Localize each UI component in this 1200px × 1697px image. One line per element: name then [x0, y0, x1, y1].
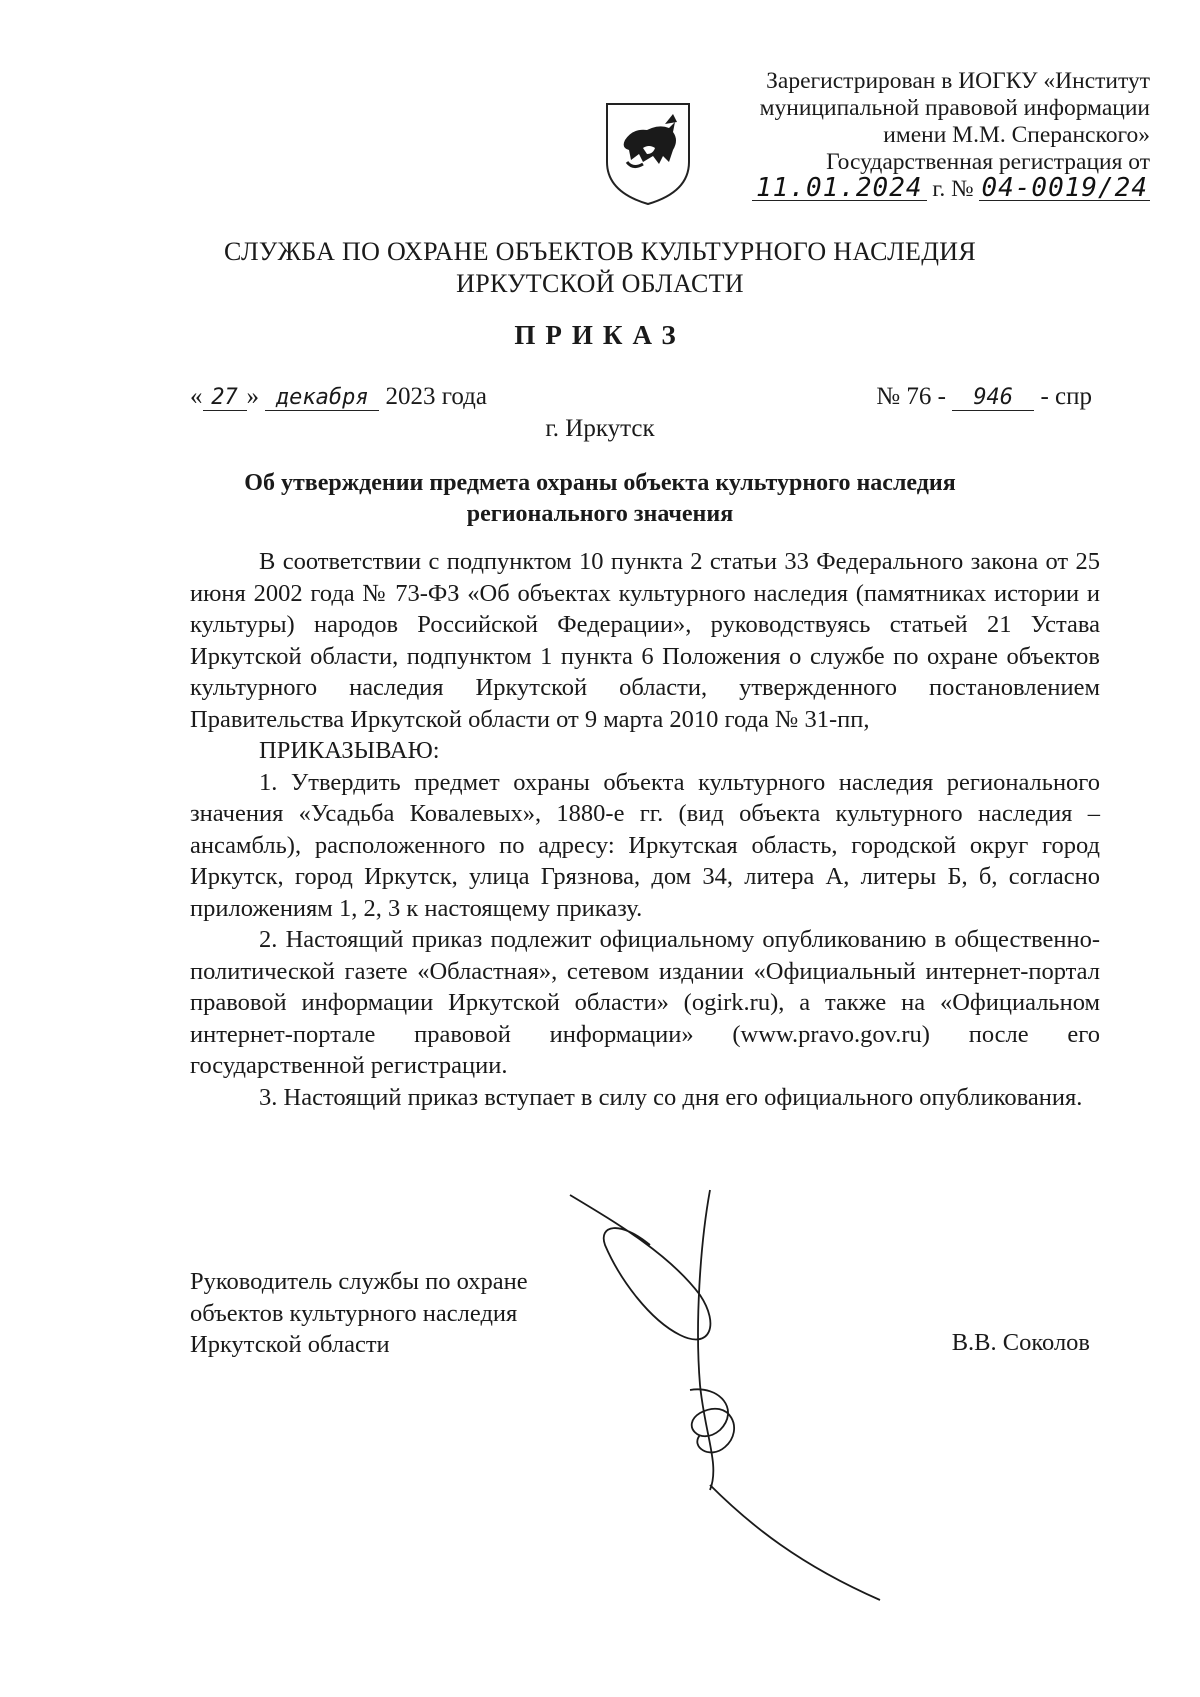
registration-line: Государственная регистрация от: [826, 149, 1150, 175]
order-number: [876, 383, 1092, 411]
irkutsk-coat-of-arms-icon: [603, 100, 693, 208]
agency-name-line: СЛУЖБА ПО ОХРАНЕ ОБЪЕКТОВ КУЛЬТУРНОГО НАСЛЕДИЯ: [224, 237, 976, 266]
registration-line: имени М.М. Сперанского»: [883, 122, 1150, 148]
subject-line: регионального значения: [466, 501, 734, 527]
handwritten-signature: [560, 1185, 890, 1605]
registration-line: Зарегистрирован в ИОГКУ «Институт: [766, 68, 1150, 94]
registration-date: 11.01.2024: [752, 176, 927, 201]
city: г. Иркутск: [545, 415, 655, 442]
order-word: ПРИКАЗЫВАЮ:: [259, 737, 440, 764]
order-item: 1. Утвердить предмет охраны объекта культурного наследия регионального значения «Усадьба Ковалевых», 1880-е гг. (вид объекта культурного наследия – ансамбль), расположенного по адресу: Иркутская область, городской округ город Иркутск, город Иркутск, улица Грязнова, дом 34, литера А, литеры Б, б, согласно приложениям 1, 2, 3 к настоящему приказу.: [190, 768, 1100, 922]
agency-name-line: ИРКУТСКОЙ ОБЛАСТИ: [456, 269, 744, 298]
order-number-prefix: № 76 -: [876, 383, 946, 410]
registration-date-number-row: [700, 173, 1150, 203]
order-year: 2023 года: [385, 383, 487, 410]
signature-position: [190, 1266, 528, 1361]
order-body: [190, 546, 1100, 1113]
position-line: Руководитель службы по охране: [190, 1268, 528, 1295]
date-close-quote: »: [246, 383, 259, 410]
order-item: 2. Настоящий приказ подлежит официальному опубликованию в общественно-политической газете «Областная», сетевом издании «Официальный интернет-портал правовой информации Иркутской области» (ogirk.ru), а также на «Официальном интернет-портале правовой информации» (www.pravo.gov.ru) после его государственной регистрации.: [190, 926, 1100, 1079]
date-open-quote: «: [190, 383, 203, 410]
document-title: ПРИКАЗ: [514, 320, 686, 350]
order-month: декабря: [265, 386, 379, 411]
registration-line: муниципальной правовой информации: [759, 95, 1150, 121]
registration-number-label: г. №: [932, 176, 974, 202]
signer-name: В.В. Соколов: [951, 1329, 1090, 1356]
order-date: [190, 383, 487, 411]
order-day: 27: [203, 386, 247, 411]
registration-number: 04-0019/24: [981, 173, 1148, 203]
order-item: 3. Настоящий приказ вступает в силу со дня его официального опубликования.: [259, 1083, 1083, 1111]
registration-stamp: [700, 68, 1150, 203]
position-line: Иркутской области: [190, 1331, 390, 1358]
preamble-paragraph: В соответствии с подпунктом 10 пункта 2 статьи 33 Федерального закона от 25 июня 2002 года № 73-ФЗ «Об объектах культурного наследия (памятниках истории и культуры) народов Российской Федерации», руководствуясь статьей 21 Устава Иркутской области, подпунктом 1 пункта 6 Положения о службе по охране объектов культурного наследия Иркутской области, утвержденного постановлением Правительства Иркутской области от 9 марта 2010 года № 31-пп,: [190, 548, 1100, 733]
position-line: объектов культурного наследия: [190, 1299, 518, 1327]
order-subject: [180, 468, 1020, 530]
order-number-value: 946: [952, 386, 1034, 411]
order-number-suffix: - спр: [1040, 383, 1092, 410]
subject-line: Об утверждении предмета охраны объекта культурного наследия: [244, 470, 956, 496]
